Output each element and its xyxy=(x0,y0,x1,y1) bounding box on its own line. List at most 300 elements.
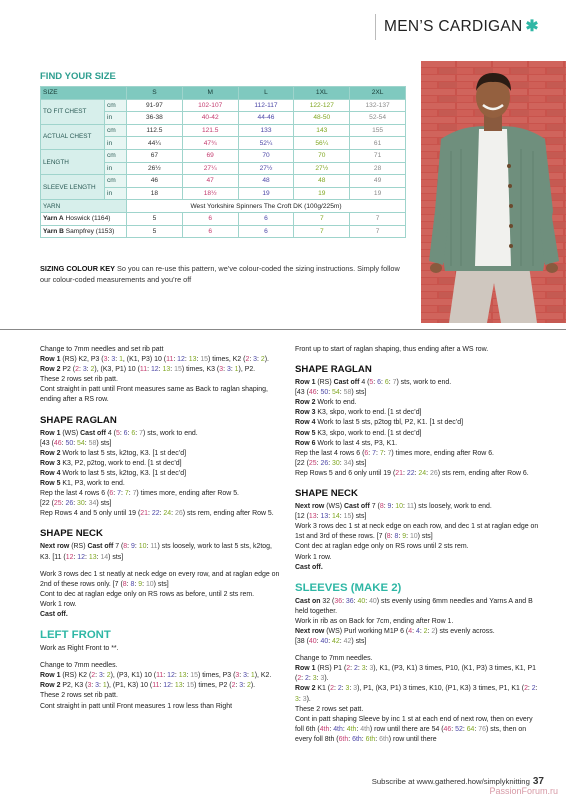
instruction-text: : xyxy=(339,459,344,467)
size-number: 3 xyxy=(302,695,307,703)
size-number: 7 xyxy=(132,490,137,498)
instruction-text: : xyxy=(298,695,303,703)
instruction-text: (RS) xyxy=(315,379,334,387)
size-number: 3 xyxy=(320,675,325,683)
instruction-text: : xyxy=(427,627,432,635)
instruction-paragraph xyxy=(40,542,284,562)
size-value-cell: 91-97 xyxy=(127,99,183,112)
size-number: 7 xyxy=(139,429,143,437)
instruction-text: ) sts] xyxy=(153,580,169,588)
size-value-cell: 48 xyxy=(238,175,294,188)
instruction-text: : xyxy=(381,379,385,387)
instruction-text: ) times, K3 ( xyxy=(181,366,220,374)
size-number: 2 xyxy=(247,682,251,690)
subsection-heading: SHAPE RAGLAN xyxy=(295,364,372,376)
instruction-text: : xyxy=(365,597,370,605)
instruction-text: 4 ( xyxy=(359,379,370,387)
size-number: 5 xyxy=(369,379,374,387)
size-value-cell: 48-50 xyxy=(294,112,350,125)
instruction-text: : xyxy=(158,366,163,374)
find-your-size-title: FIND YOUR SIZE xyxy=(40,71,116,82)
instruction-text: : xyxy=(107,356,112,364)
instruction-text: Work to last 5 sts, p2tog tbl, P2, K1. [1 st dec’d] xyxy=(315,419,463,427)
instruction-text: : xyxy=(170,366,175,374)
size-number: 11 xyxy=(166,356,174,364)
measurement-label: ACTUAL CHEST xyxy=(41,124,105,149)
instruction-text: : xyxy=(223,366,227,374)
instruction-paragraph xyxy=(295,684,539,704)
size-value-cell: 122-127 xyxy=(294,99,350,112)
size-number: 22 xyxy=(151,510,160,518)
paragraph-gap xyxy=(40,654,284,661)
size-value-cell: 121.5 xyxy=(182,124,238,137)
instruction-paragraph xyxy=(40,439,284,449)
instruction-text: : xyxy=(414,469,419,477)
instruction-text: Rep the last 4 rows 6 ( xyxy=(40,490,110,498)
size-value-cell: 44¼ xyxy=(127,137,183,150)
instruction-text: K3, skpo, work to end. [1 st dec’d] xyxy=(315,409,422,417)
instruction-text: Work 3 rows dec 1 st at neck edge on each row, and dec 1 st at raglan edge on 1st and 3rd of these rows. [7 ( xyxy=(295,523,539,541)
size-value-cell: 19 xyxy=(238,187,294,200)
yarn-name-bold: Yarn B xyxy=(43,227,64,235)
size-row xyxy=(41,124,406,137)
instruction-text: : xyxy=(147,510,152,518)
instruction-paragraph xyxy=(40,489,284,499)
size-number: 40 xyxy=(357,597,366,605)
instruction-text: : xyxy=(120,490,125,498)
instruction-text: : xyxy=(235,682,240,690)
instruction-keyword: Row 4 xyxy=(295,419,316,427)
size-number: 11 xyxy=(406,503,415,511)
size-number: 2 xyxy=(431,627,436,635)
size-value-cell: 112-117 xyxy=(238,99,294,112)
instruction-text: : xyxy=(113,490,118,498)
yarn-name xyxy=(41,225,127,238)
instruction-paragraph xyxy=(295,512,539,522)
instruction-text: [22 ( xyxy=(295,459,309,467)
instruction-text: : xyxy=(462,725,467,733)
instruction-text: : xyxy=(474,725,479,733)
instruction-text: : xyxy=(84,439,89,447)
instruction-paragraph xyxy=(40,479,284,489)
instruction-text: : xyxy=(173,356,178,364)
subscribe-link[interactable]: Subscribe at www.gathered.how/simplyknitting xyxy=(371,777,530,786)
instruction-text: ) times more, ending after Row 5. xyxy=(136,490,239,498)
instruction-text: (WS) Purl working M1P 6 ( xyxy=(324,627,409,635)
instruction-text: : xyxy=(339,513,344,521)
instruction-text: : xyxy=(127,543,132,551)
paragraph-gap xyxy=(40,563,284,570)
instruction-text: (WS) xyxy=(324,503,344,511)
unit-cell: cm xyxy=(105,175,127,188)
paragraph-gap xyxy=(295,647,539,654)
instruction-text: Rep Rows 4 and 5 only until 19 ( xyxy=(40,510,141,518)
instruction-text: : xyxy=(328,513,333,521)
size-number: 7 xyxy=(379,449,384,457)
yarn-quantity-cell: 7 xyxy=(294,212,350,225)
instruction-keyword: Cast off xyxy=(87,543,114,551)
measurement-label: SLEEVE LENGTH xyxy=(41,175,105,200)
instruction-text: : xyxy=(96,553,101,561)
instruction-paragraph xyxy=(40,702,284,712)
size-number: 36 xyxy=(345,597,354,605)
instruction-keyword: Row 5 xyxy=(40,480,61,488)
instruction-text: ) times, P2 ( xyxy=(194,682,232,690)
instruction-text: ) sts rem, ending after Row 5. xyxy=(182,510,274,518)
instruction-keyword: Row 2 xyxy=(40,682,61,690)
size-number: 8 xyxy=(379,503,384,511)
size-number: 2 xyxy=(75,366,79,374)
instruction-text: : xyxy=(174,672,179,680)
instruction-paragraph xyxy=(295,563,539,573)
instruction-text: : xyxy=(527,685,532,693)
size-number: 7 xyxy=(387,449,392,457)
size-number: 13 xyxy=(308,513,317,521)
size-number: 12 xyxy=(167,672,175,680)
size-number: 3 xyxy=(239,682,244,690)
instruction-text: ) sts] xyxy=(417,533,433,541)
instruction-keyword: Row 2 xyxy=(295,685,316,693)
size-header-label: SIZE xyxy=(41,87,127,100)
yarn-quantity-cell: 6 xyxy=(182,225,238,238)
instruction-text: [38 ( xyxy=(295,638,309,646)
instruction-keyword: Cast off xyxy=(80,429,106,437)
yarn-quantity-row xyxy=(41,225,406,238)
size-value-cell: 102-107 xyxy=(182,99,238,112)
size-number: 42 xyxy=(343,638,352,646)
instruction-paragraph xyxy=(295,654,539,664)
size-number: 6 xyxy=(384,379,389,387)
instruction-keyword: Next row xyxy=(295,627,325,635)
size-number: 3 xyxy=(99,672,103,680)
instruction-paragraph xyxy=(295,345,539,355)
size-number: 6 xyxy=(109,490,114,498)
size-value-cell: 56¼ xyxy=(294,137,350,150)
instruction-text: ) row until there are 54 ( xyxy=(369,725,444,733)
instruction-text: Front up to start of raglan shaping, thus ending after a WS row. xyxy=(295,346,489,353)
section-heading: SLEEVES (MAKE 2) xyxy=(295,581,402,594)
instruction-text: : xyxy=(388,379,393,387)
instruction-text: (RS) K2 ( xyxy=(60,672,92,680)
instruction-text: : xyxy=(308,675,313,683)
size-value-cell: 49 xyxy=(350,175,406,188)
size-number: 14 xyxy=(332,513,340,521)
size-value-cell: 47 xyxy=(182,175,238,188)
instruction-text: : xyxy=(368,449,373,457)
instruction-text: K3, skpo, work to end. [1 st dec’d] xyxy=(315,429,422,437)
instruction-text: : xyxy=(316,513,321,521)
size-number: 30 xyxy=(332,459,340,467)
size-number: 3 xyxy=(87,682,92,690)
instruction-keyword: Row 1 xyxy=(295,379,316,387)
size-number: 1 xyxy=(250,672,255,680)
size-value-cell: 48 xyxy=(294,175,350,188)
instruction-paragraph xyxy=(40,365,284,375)
yarn-quantity-cell: 5 xyxy=(127,225,183,238)
instruction-text: ) sts loosely, work to last 5 sts, k2tog, K3. [11 ( xyxy=(40,543,272,561)
instruction-text: [22 ( xyxy=(40,500,54,508)
size-number: 9 xyxy=(131,543,135,551)
subsection-heading: SHAPE NECK xyxy=(295,488,358,500)
instruction-text: (WS) xyxy=(60,429,81,437)
instruction-paragraph xyxy=(295,553,539,563)
size-number: 8 xyxy=(122,580,127,588)
size-number: 3 xyxy=(82,366,87,374)
instruction-text: : xyxy=(239,672,244,680)
size-number: 12 xyxy=(65,553,74,561)
size-number: 40 xyxy=(308,638,317,646)
size-value-cell: 155 xyxy=(350,124,406,137)
instruction-text: : xyxy=(301,675,306,683)
size-value-cell: 67 xyxy=(127,149,183,162)
instruction-text: : xyxy=(186,672,191,680)
size-value-cell: 133 xyxy=(238,124,294,137)
size-value-cell: 143 xyxy=(294,124,350,137)
instruction-text: Work to last 5 sts, k2tog, K3. [1 st dec’d] xyxy=(60,469,187,477)
model-photo xyxy=(421,61,566,323)
instruction-text: (RS) K2, P3 ( xyxy=(60,356,104,364)
instruction-text: K1, P3, work to end. xyxy=(60,480,125,488)
instruction-text: : xyxy=(126,580,131,588)
instruction-paragraph xyxy=(295,705,539,715)
size-number: 9 xyxy=(402,533,407,541)
size-number: 10 xyxy=(138,543,147,551)
instruction-text: : xyxy=(73,553,78,561)
unit-cell: in xyxy=(105,137,127,150)
size-header-cell: S xyxy=(127,87,183,100)
size-number: 46 xyxy=(53,439,62,447)
instruction-text: : xyxy=(316,389,321,397)
size-value-cell: 132-137 xyxy=(350,99,406,112)
instruction-text: : xyxy=(328,389,333,397)
instruction-keyword: Next row xyxy=(295,503,325,511)
size-number: 2 xyxy=(531,685,536,693)
size-value-cell: 44-46 xyxy=(238,112,294,125)
instruction-text: : xyxy=(316,675,321,683)
instruction-keyword: Cast off. xyxy=(40,610,68,618)
instruction-text: : xyxy=(350,665,354,673)
instruction-text: : xyxy=(86,366,91,374)
instruction-text: : xyxy=(249,356,254,364)
yarn-quantity-cell: 7 xyxy=(350,212,406,225)
instruction-keyword: Cast off xyxy=(333,379,360,387)
instruction-text: P2, K3 ( xyxy=(60,682,88,690)
instruction-text: , (K1, P3) 10 ( xyxy=(122,356,167,364)
instruction-text: : xyxy=(119,429,124,437)
instruction-text: : xyxy=(73,500,78,508)
instruction-text: : xyxy=(147,366,151,374)
size-number: 3 xyxy=(226,366,231,374)
size-value-cell: 40-42 xyxy=(182,112,238,125)
instruction-text: : xyxy=(390,533,395,541)
instruction-text: : xyxy=(391,503,396,511)
size-number: 4 xyxy=(415,627,420,635)
size-number: 54 xyxy=(77,439,85,447)
size-number: 1 xyxy=(119,356,123,364)
instruction-text: Work 1 row. xyxy=(40,600,77,608)
size-number: 3 xyxy=(361,665,366,673)
instruction-keyword: Row 3 xyxy=(40,459,61,467)
size-number: 4th xyxy=(360,725,370,733)
instruction-text: Cont to dec at raglan edge only on RS rows as before, until 2 sts rem. xyxy=(40,590,255,598)
instruction-text: Rep the last 4 rows 6 ( xyxy=(295,449,365,457)
instruction-text: ), K2. xyxy=(254,672,272,680)
size-value-cell: 70 xyxy=(238,149,294,162)
size-number: 58 xyxy=(343,389,352,397)
size-number: 3 xyxy=(111,356,116,364)
instruction-text: : xyxy=(184,356,189,364)
instruction-keyword: Next row xyxy=(40,543,70,551)
instruction-text: : xyxy=(247,672,251,680)
size-number: 3 xyxy=(103,356,108,364)
instruction-text: : xyxy=(419,627,424,635)
sizing-key-title: SIZING COLOUR KEY xyxy=(40,264,115,273)
instruction-keyword: Row 3 xyxy=(295,409,316,417)
size-number: 15 xyxy=(186,682,195,690)
yarn-name xyxy=(41,212,127,225)
instruction-text: (RS) P1 ( xyxy=(315,665,347,673)
size-number: 2 xyxy=(423,627,428,635)
pattern-column-left xyxy=(40,345,284,712)
instruction-keyword: Row 2 xyxy=(40,366,61,374)
instruction-paragraph xyxy=(40,449,284,459)
size-number: 14 xyxy=(100,553,109,561)
size-number: 13 xyxy=(88,553,97,561)
instruction-text: : xyxy=(383,449,388,457)
size-number: 30 xyxy=(77,500,85,508)
size-number: 12 xyxy=(77,553,86,561)
size-number: 58 xyxy=(88,439,97,447)
size-value-cell: 61 xyxy=(350,137,406,150)
instruction-text: : xyxy=(159,682,164,690)
section-title xyxy=(384,17,539,36)
size-header-cell: 2XL xyxy=(350,87,406,100)
instruction-paragraph xyxy=(295,429,539,439)
size-number: 11 xyxy=(152,682,160,690)
size-number: 6th xyxy=(352,735,362,743)
size-number: 21 xyxy=(140,510,148,518)
size-number: 15 xyxy=(190,672,199,680)
yarn-quantity-cell: 5 xyxy=(127,212,183,225)
size-value-cell: 28 xyxy=(350,162,406,175)
instruction-text: : xyxy=(84,500,89,508)
instruction-text: ). xyxy=(264,356,269,364)
instruction-paragraph xyxy=(295,408,539,418)
size-number: 3 xyxy=(369,665,374,673)
instruction-text: : xyxy=(375,735,380,743)
size-number: 13 xyxy=(320,513,329,521)
instruction-paragraph xyxy=(295,617,539,627)
size-value-cell: 19 xyxy=(294,187,350,200)
instruction-text: : xyxy=(61,500,66,508)
instruction-text: ) sts evenly using 6mm needles and Yarns A and B held together. xyxy=(295,597,533,615)
size-number: 3 xyxy=(295,695,299,703)
instruction-text: : xyxy=(182,682,187,690)
instruction-text: ), P1, (K3, P1) 3 times, K10, (P1, K3) 3 times, P1, K1 ( xyxy=(357,685,525,693)
yarn-quantity-cell: 6 xyxy=(238,212,294,225)
instruction-paragraph xyxy=(40,429,284,439)
instruction-text: ) sts] xyxy=(96,439,112,447)
instruction-keyword: Row 4 xyxy=(40,469,61,477)
size-number: 26 xyxy=(65,500,74,508)
sizing-colour-key xyxy=(40,263,408,286)
size-number: 7 xyxy=(117,490,121,498)
size-number: 3 xyxy=(353,685,358,693)
unit-cell: in xyxy=(105,112,127,125)
instruction-text: : xyxy=(342,725,347,733)
yarn-value: West Yorkshire Spinners The Croft DK (100g/225m) xyxy=(127,200,406,213)
instruction-keyword: Row 1 xyxy=(40,356,61,364)
instruction-keyword: Row 1 xyxy=(40,429,61,437)
instruction-keyword: Cast off. xyxy=(295,563,323,571)
instruction-keyword: Row 6 xyxy=(295,439,316,447)
instruction-paragraph xyxy=(40,499,284,509)
size-number: 3 xyxy=(219,366,224,374)
instruction-text: : xyxy=(348,735,353,743)
instruction-text: ) times, K2 ( xyxy=(208,356,246,364)
instruction-text: Work to end. xyxy=(315,399,357,407)
size-number: 42 xyxy=(332,638,340,646)
instruction-text: ), (P3, K1) 10 ( xyxy=(110,672,157,680)
unit-cell: cm xyxy=(105,99,127,112)
size-number: 15 xyxy=(174,366,182,374)
size-number: 52 xyxy=(455,725,463,733)
instruction-text: : xyxy=(128,490,133,498)
size-number: 10 xyxy=(145,580,154,588)
size-row xyxy=(41,175,406,188)
page-number: 37 xyxy=(532,776,544,787)
instruction-text: ) sts loosely, work to end. xyxy=(414,503,492,511)
instruction-paragraph xyxy=(295,449,539,459)
size-number: 2 xyxy=(91,672,96,680)
instruction-text: ) times, P3 ( xyxy=(198,672,236,680)
section-divider xyxy=(0,329,566,330)
instruction-keyword: Row 2 xyxy=(40,449,61,457)
instruction-paragraph xyxy=(295,637,539,647)
size-number: 6 xyxy=(131,429,136,437)
size-value-cell: 71 xyxy=(350,149,406,162)
instruction-text: : xyxy=(134,543,139,551)
size-number: 3 xyxy=(312,675,317,683)
size-header-cell: 1XL xyxy=(294,87,350,100)
size-number: 76 xyxy=(478,725,486,733)
yarn-name-rest: Sampfrey (1153) xyxy=(63,227,115,235)
size-number: 11 xyxy=(139,366,148,374)
instruction-text: Change to 7mm needles. xyxy=(40,662,118,670)
instruction-text: : xyxy=(73,439,78,447)
size-number: 34 xyxy=(88,500,97,508)
size-number: 6th xyxy=(338,735,349,743)
size-value-cell: 69 xyxy=(182,149,238,162)
size-number: 10 xyxy=(409,533,418,541)
instruction-text: ) sts, work to end. xyxy=(396,379,452,387)
size-number: 22 xyxy=(406,469,415,477)
instruction-text: (RS) xyxy=(69,543,88,551)
instruction-text: : xyxy=(365,665,370,673)
instruction-keyword: Cast on xyxy=(295,597,321,605)
asterisk-icon: ✱ xyxy=(525,18,539,35)
instruction-text: : xyxy=(426,469,430,477)
instruction-text: Work as Right Front to **. xyxy=(40,645,119,653)
size-value-cell: 27½ xyxy=(238,162,294,175)
instruction-paragraph xyxy=(40,600,284,610)
yarn-quantity-row xyxy=(41,212,406,225)
size-number: 50 xyxy=(320,389,329,397)
yarn-quantity-cell: 6 xyxy=(182,212,238,225)
instruction-paragraph xyxy=(295,715,539,745)
instruction-text: [43 ( xyxy=(295,389,309,397)
size-number: 46 xyxy=(308,389,317,397)
